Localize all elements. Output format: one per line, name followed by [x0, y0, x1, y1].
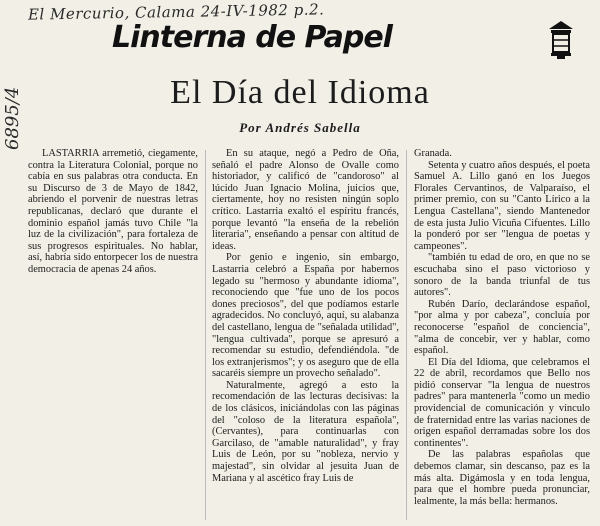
- column-divider: [406, 150, 407, 520]
- section-masthead: [112, 20, 586, 66]
- paragraph: El Día del Idioma, que celebramos el 22 de abril, recordamos que Bello nos pidió conservar "la lengua de nuestros padres" para mantenerla "como un medio providencial de comunicación y vínculo de fraternidad entre las varias naciones de origen español derramadas sobre los dos continentes".: [414, 356, 590, 449]
- verse-quote: "también tu edad de oro, en que no se escuchaba sino el paso victorioso y sonoro de la banda triunfal de tus autores".: [414, 252, 590, 299]
- paragraph: Rubén Darío, declarándose español, "por alma y por cabeza", concluía por reconocerse "español de conciencia", "alma de concebir, ver y hablar, como español.: [414, 298, 590, 357]
- paragraph: De las palabras españolas que debemos clamar, sin descanso, paz es la más alta. Digámosla y en toda lengua, para que el hombre pueda pronunciar, lealmente, la más bella: hermanos.: [414, 449, 590, 507]
- lantern-icon: [546, 20, 576, 60]
- paragraph: Por genio e ingenio, sin embargo, Lastarria celebró a España por habernos legado su "hermoso y abundante idioma", reconociendo que "fue uno de los pocos dones preciosos", del que podíamos estarle agradecidos. No concluyó, aquí, su alabanza del castellano, lengua de "señalada utilidad", "lengua cultivada", porque se apresuró a recomendar su estudio, defendiéndola. "de los extranjerismos"; y os aseguro que de ella sacaréis siempre un provecho señalado".: [212, 252, 399, 380]
- column-divider: [205, 150, 206, 520]
- paragraph: Naturalmente, agregó a esto la recomendación de las lecturas decisivas: la de los clásicos, iniciándolas con las páginas del "coloso de la literatura española", (Cervantes), para continuarlas con Garcilaso, de "amable naturalidad", y fray Luis de León, por su "nobleza, nervio y majestad", sin olvidar al jesuita Juan de Mariana y al ascético fray Luis de: [212, 379, 399, 484]
- handwritten-catalog-number: 6895/4: [2, 86, 23, 150]
- article-title: El Día del Idioma: [170, 74, 430, 111]
- paragraph: Granada.: [414, 148, 452, 159]
- paragraph: En su ataque, negó a Pedro de Oña, señaló el padre Alonso de Ovalle como historiador, y calificó de "candoroso" al lúcido Juan Ignacio Molina, juicios que, ciertamente, hoy no resisten ningún soplo crítico. Lastarria exaltó el espíritu francés, porque levantó "la enseña de la rebelión literaria", enseñando a pensar con altitud de ideas.: [212, 148, 399, 252]
- article-column-1: [28, 148, 198, 276]
- paragraph: LASTARRIA arremetió, ciegamente, contra la Literatura Colonial, porque no cabía en sus palabras otra conducta. En su Discurso de 3 de Mayo de 1842, abriendo el porvenir de nuestras letras republicanas, declaró que durante el dominio español jamás tuvo Chile "la luz de la civilización", para fortaleza de sus progresos espirituales. No hablar, así, habría sido entorpecer los de nuestra democracia de apenas 24 años.: [28, 148, 198, 275]
- paragraph: Setenta y cuatro años después, el poeta Samuel A. Lillo ganó en los Juegos Florales Cervantinos, de Valparaíso, el primer premio, con su "Canto Lírico a la Lengua Castellana", siendo Mantenedor de esta justa Julio Vicuña Cifuentes. Lillo la ponderó por ser "lengua de poetas y campeones".: [414, 159, 590, 252]
- article-column-2: [212, 148, 399, 484]
- article-column-3: [414, 148, 590, 507]
- article-byline: Por Andrés Sabella: [239, 120, 361, 135]
- handwritten-source-note: El Mercurio, Calama 24-IV-1982 p.2.: [27, 0, 325, 24]
- masthead-logo-text: Linterna de Papel: [112, 20, 392, 55]
